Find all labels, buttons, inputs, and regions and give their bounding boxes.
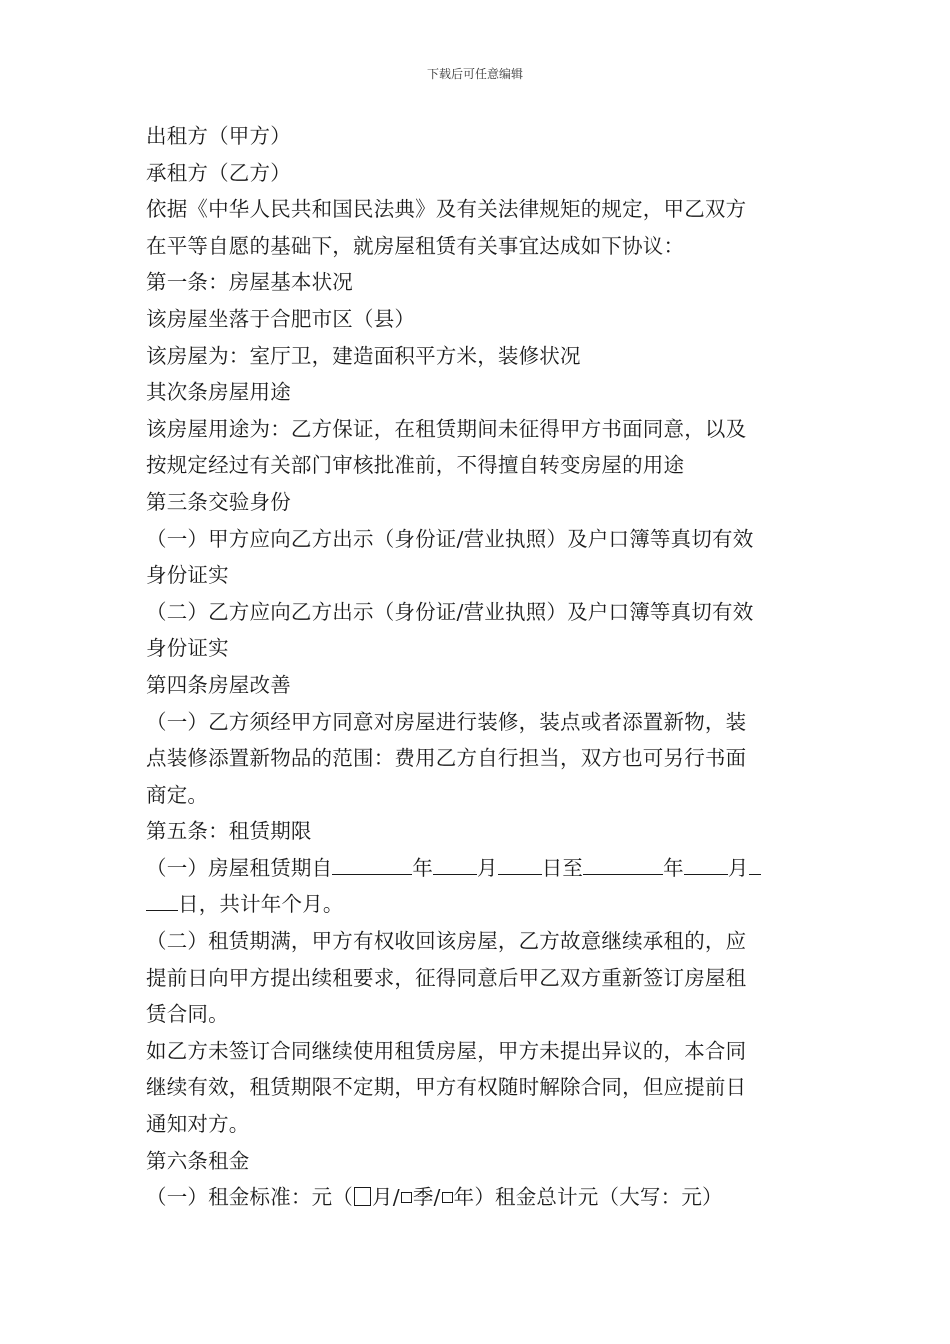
text-line: 该房屋用途为：乙方保证，在租赁期间未征得甲方书面同意，以及: [146, 416, 747, 441]
document-body: [146, 118, 812, 1216]
rent-prefix: （一）租金标准：元（: [146, 1185, 353, 1210]
month-label: 月: [477, 855, 498, 880]
text-line: 该房屋为：室厅卫，建造面积平方米，装修状况: [146, 343, 581, 368]
end-year-blank: [583, 852, 663, 875]
text-line: 出租方（甲方）: [146, 124, 291, 148]
year-checkbox[interactable]: [442, 1192, 453, 1203]
text-line: 继续有效，租赁期限不定期，甲方有权随时解除合同，但应提前日: [146, 1075, 747, 1100]
text-line: 在平等自愿的基础下，就房屋租赁有关事宜达成如下协议：: [146, 233, 685, 258]
end-day-blank-end: [146, 888, 178, 911]
start-day-blank: [498, 852, 542, 875]
text-line: 点装修添置新物品的范围：费用乙方自行担当，双方也可另行书面: [146, 746, 747, 771]
text-line: 第六条租金: [146, 1148, 250, 1173]
year-option-label: 年）租金总计元（大写：元）: [453, 1185, 723, 1210]
text-line: 第五条：租赁期限: [146, 819, 312, 844]
start-month-blank: [433, 852, 477, 875]
text-line: 身份证实: [146, 636, 229, 661]
month-checkbox[interactable]: [354, 1187, 371, 1206]
text-line: （一）甲方应向乙方出示（身份证/营业执照）及户口簿等真切有效: [146, 526, 754, 551]
text-line: 商定。: [146, 782, 209, 807]
text-line: 赁合同。: [146, 1002, 229, 1027]
end-month-blank: [684, 852, 728, 875]
lease-term-line: [146, 850, 812, 887]
text-line: 承租方（乙方）: [146, 160, 291, 185]
text-line: 第一条：房屋基本状况: [146, 270, 353, 295]
text-line: 第三条交验身份: [146, 489, 291, 514]
text-line: 通知对方。: [146, 1112, 250, 1137]
day-to-label: 日至: [541, 855, 584, 880]
text-line: 其次条房屋用途: [146, 380, 291, 405]
text-line: 第四条房屋改善: [146, 672, 291, 697]
text-line: （二）租赁期满，甲方有权收回该房屋，乙方故意继续承租的，应: [146, 929, 747, 954]
season-option-label: 季/: [412, 1185, 441, 1210]
text-line: 身份证实: [146, 563, 229, 588]
lease-term-suffix: 日，共计年个月。: [178, 892, 344, 917]
year-label: 年: [412, 855, 434, 880]
rent-standard-line: [146, 1179, 812, 1216]
text-line: （二）乙方应向乙方出示（身份证/营业执照）及户口簿等真切有效: [146, 599, 754, 624]
year-label: 年: [663, 855, 684, 880]
month-label: 月: [727, 855, 749, 880]
end-day-blank-start: [749, 852, 761, 875]
month-option-label: 月/: [372, 1185, 400, 1210]
lease-term-line-2: [146, 886, 812, 923]
text-line: （一）乙方须经甲方同意对房屋进行装修，装点或者添置新物，装: [146, 709, 747, 734]
page-header: 下载后可任意编辑: [426, 67, 523, 81]
text-line: 如乙方未签订合同继续使用租赁房屋，甲方未提出异议的，本合同: [146, 1038, 747, 1063]
start-year-blank: [332, 852, 412, 875]
season-checkbox[interactable]: [401, 1192, 412, 1203]
lease-term-prefix: （一）房屋租赁期自: [146, 855, 333, 880]
text-line: 依据《中华人民共和国民法典》及有关法律规矩的规定，甲乙双方: [146, 197, 747, 222]
text-line: 提前日向甲方提出续租要求，征得同意后甲乙双方重新签订房屋租: [146, 965, 747, 990]
text-line: 该房屋坐落于合肥市区（县）: [146, 306, 416, 331]
text-line: 按规定经过有关部门审核批准前，不得擅自转变房屋的用途: [146, 453, 685, 478]
